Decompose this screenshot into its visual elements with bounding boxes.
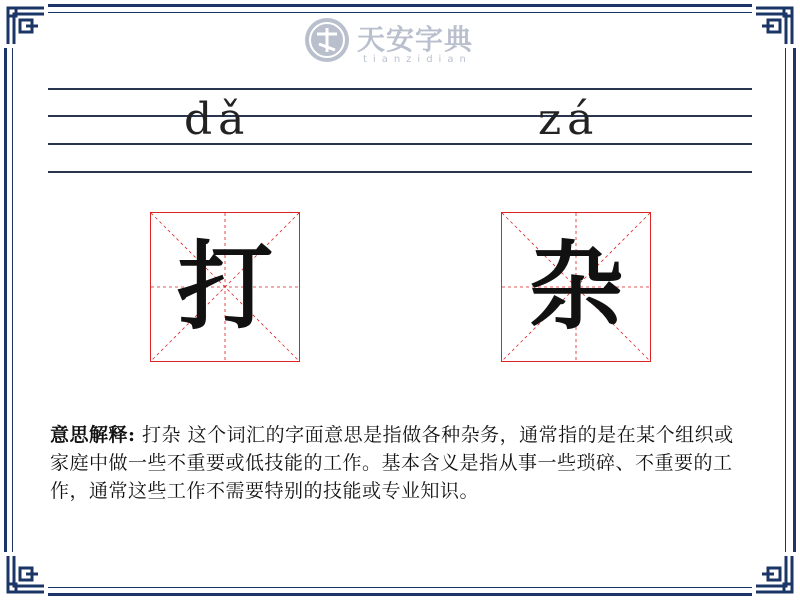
meaning-label: 意思解释: [50,424,136,446]
meaning-description [50,421,750,505]
seal-icon [303,16,351,64]
pinyin-2: zá [538,94,600,145]
character-box-2 [501,212,651,362]
pinyin-1: dǎ [184,94,251,145]
corner-ornament-icon [752,552,796,596]
logo-brand: 天安字典 [357,23,474,56]
character-box-1 [150,212,300,362]
site-logo [303,14,503,70]
character-2: 杂 [528,231,624,343]
meaning-text: 打杂 这个词汇的字面意思是指做各种杂务，通常指的是在某个组织或家庭中做一些不重要或低技能的工作。基本含义是指从事一些琐碎、不重要的工作，通常这些工作不需要特别的技能或专业知识。 [50,424,734,502]
pinyin-staff [48,88,752,174]
logo-subtitle: tianzidian [363,54,472,65]
corner-ornament-icon [4,4,48,48]
character-1: 打 [177,231,273,343]
corner-ornament-icon [4,552,48,596]
corner-ornament-icon [752,4,796,48]
